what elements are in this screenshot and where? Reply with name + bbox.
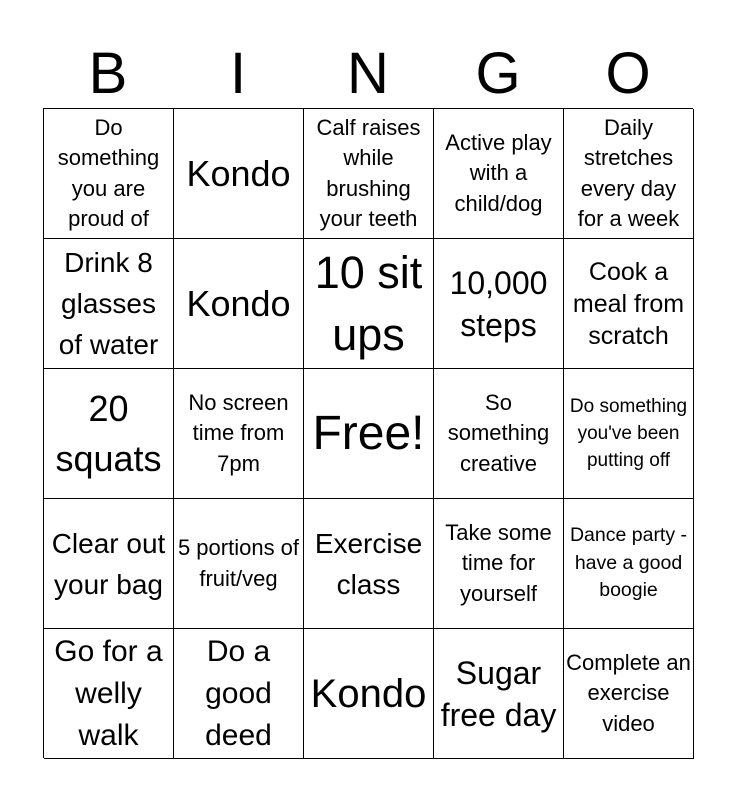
bingo-cell-r3c3[interactable]: Free!	[304, 369, 434, 499]
bingo-cell-r1c5[interactable]: Daily stretches every day for a week	[564, 109, 694, 239]
bingo-cell-r2c1[interactable]: Drink 8 glasses of water	[44, 239, 174, 369]
bingo-cell-r5c5[interactable]: Complete an exercise video	[564, 629, 694, 759]
bingo-cell-r1c2[interactable]: Kondo	[174, 109, 304, 239]
header-letter-b: B	[88, 41, 128, 106]
bingo-cell-r4c3[interactable]: Exercise class	[304, 499, 434, 629]
bingo-cell-r3c5[interactable]: Do something you've been putting off	[564, 369, 694, 499]
bingo-cell-r4c4[interactable]: Take some time for yourself	[434, 499, 564, 629]
header-letter-g: G	[475, 41, 521, 106]
bingo-cell-r5c2[interactable]: Do a good deed	[174, 629, 304, 759]
bingo-cell-r4c1[interactable]: Clear out your bag	[44, 499, 174, 629]
bingo-cell-r3c1[interactable]: 20 squats	[44, 369, 174, 499]
header-letter-o: O	[605, 41, 651, 106]
bingo-cell-r5c4[interactable]: Sugar free day	[434, 629, 564, 759]
header-letter-i: I	[229, 41, 247, 106]
bingo-cell-r1c3[interactable]: Calf raises while brushing your teeth	[304, 109, 434, 239]
bingo-cell-r5c3[interactable]: Kondo	[304, 629, 434, 759]
bingo-cell-r4c2[interactable]: 5 portions of fruit/veg	[174, 499, 304, 629]
bingo-cell-r5c1[interactable]: Go for a welly walk	[44, 629, 174, 759]
bingo-cell-r1c1[interactable]: Do something you are proud of	[44, 109, 174, 239]
bingo-cell-r2c4[interactable]: 10,000 steps	[434, 239, 564, 369]
bingo-header	[43, 40, 693, 108]
header-letter-n: N	[347, 41, 389, 106]
bingo-cell-r3c2[interactable]: No screen time from 7pm	[174, 369, 304, 499]
bingo-cell-r2c3[interactable]: 10 sit ups	[304, 239, 434, 369]
bingo-cell-r2c2[interactable]: Kondo	[174, 239, 304, 369]
bingo-cell-r2c5[interactable]: Cook a meal from scratch	[564, 239, 694, 369]
bingo-board	[43, 108, 693, 758]
bingo-cell-r1c4[interactable]: Active play with a child/dog	[434, 109, 564, 239]
bingo-cell-r4c5[interactable]: Dance party - have a good boogie	[564, 499, 694, 629]
bingo-cell-r3c4[interactable]: So something creative	[434, 369, 564, 499]
